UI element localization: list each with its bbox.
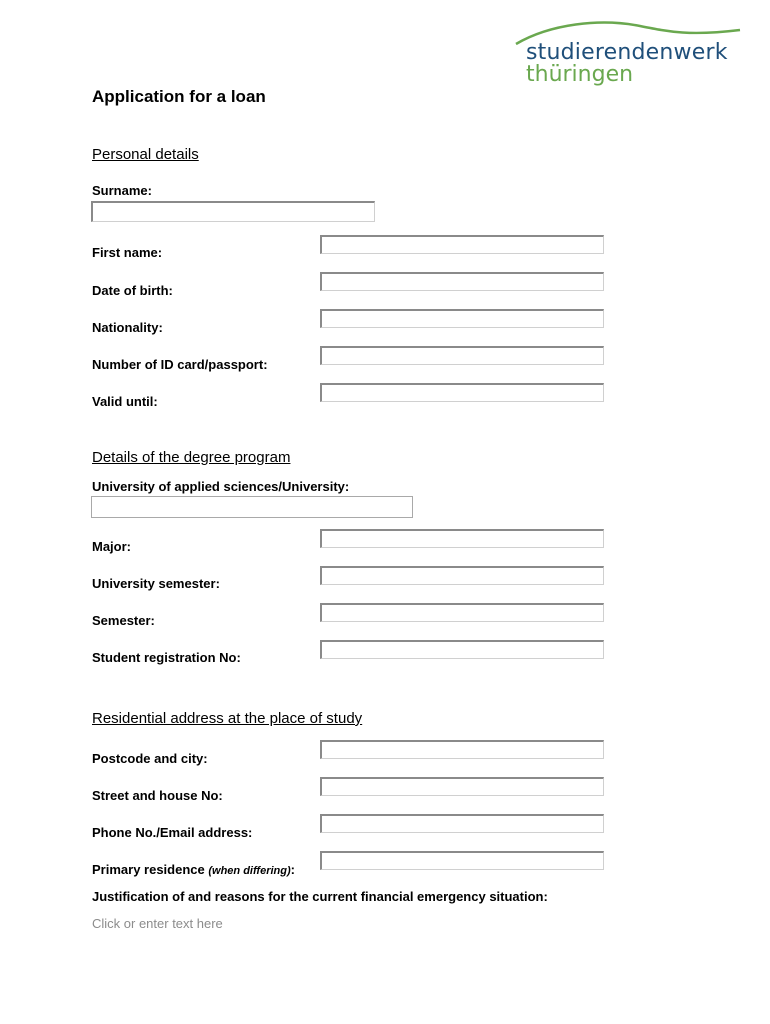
nationality-input[interactable] (320, 309, 604, 328)
date-of-birth-label: Date of birth: (92, 283, 173, 298)
street-label: Street and house No: (92, 788, 223, 803)
section-personal-details: Personal details (92, 146, 199, 163)
primary-residence-note: (when differing) (208, 865, 291, 877)
section-residential-address: Residential address at the place of study (92, 710, 363, 727)
university-semester-label: University semester: (92, 576, 220, 591)
valid-until-input[interactable] (320, 383, 604, 402)
logo-text-line1: studierendenwerk (526, 40, 728, 65)
date-of-birth-input[interactable] (320, 272, 604, 291)
justification-label: Justification of and reasons for the current financial emergency situation: (92, 889, 548, 904)
id-number-input[interactable] (320, 346, 604, 365)
primary-residence-text: Primary residence (92, 862, 209, 877)
university-input[interactable] (91, 496, 413, 518)
street-input[interactable] (320, 777, 604, 796)
first-name-input[interactable] (320, 235, 604, 254)
logo-text-line2: thüringen (526, 62, 634, 87)
valid-until-label: Valid until: (92, 394, 158, 409)
primary-residence-colon: : (290, 862, 295, 877)
semester-label: Semester: (92, 613, 155, 628)
surname-label: Surname: (92, 183, 152, 198)
major-label: Major: (92, 539, 131, 554)
registration-number-label: Student registration No: (92, 650, 241, 665)
semester-input[interactable] (320, 603, 604, 622)
registration-number-input[interactable] (320, 640, 604, 659)
phone-email-input[interactable] (320, 814, 604, 833)
phone-email-label: Phone No./Email address: (92, 825, 253, 840)
id-number-label: Number of ID card/passport: (92, 357, 268, 372)
university-semester-input[interactable] (320, 566, 604, 585)
first-name-label: First name: (92, 245, 163, 260)
justification-text-input[interactable]: Click or enter text here (92, 916, 223, 931)
major-input[interactable] (320, 529, 604, 548)
nationality-label: Nationality: (92, 320, 163, 335)
primary-residence-input[interactable] (320, 851, 604, 870)
primary-residence-label (92, 862, 295, 877)
postcode-city-label: Postcode and city: (92, 751, 208, 766)
postcode-city-input[interactable] (320, 740, 604, 759)
studierendenwerk-logo (510, 18, 750, 90)
university-label: University of applied sciences/University: (92, 479, 350, 494)
page-title: Application for a loan (92, 87, 266, 106)
section-degree-program: Details of the degree program (92, 449, 291, 466)
surname-input[interactable] (91, 201, 375, 222)
